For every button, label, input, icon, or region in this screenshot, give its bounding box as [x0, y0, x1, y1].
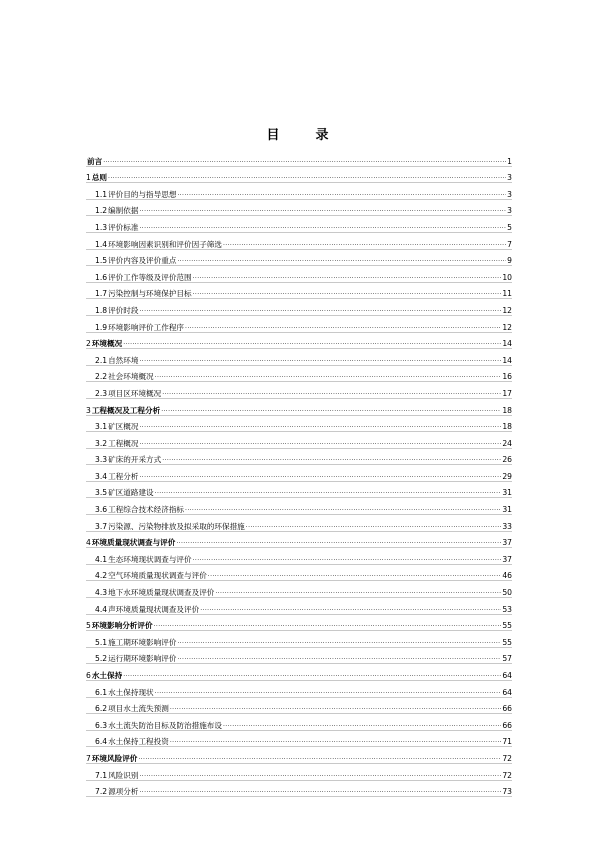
table-of-contents	[86, 150, 512, 797]
toc-page-number: 14	[502, 355, 512, 365]
toc-dot-leader	[103, 156, 506, 165]
toc-entry-number: 6.1	[95, 687, 108, 697]
toc-entry-number: 4.3	[95, 588, 108, 598]
toc-entry-title: 评价内容及评价重点	[108, 256, 177, 266]
toc-entry-number: 3.1	[95, 422, 108, 432]
toc-dot-leader	[185, 504, 501, 513]
toc-page-number: 55	[502, 621, 512, 631]
toc-entry-number: 2.2	[95, 372, 108, 382]
toc-subsection-entry[interactable]	[86, 449, 512, 466]
toc-page-number: 3	[507, 206, 512, 216]
toc-entry-title: 水土流失防治目标及防治措施布设	[108, 720, 222, 730]
toc-entry-number: 1.2	[95, 206, 108, 216]
toc-entry-number: 2.3	[95, 388, 108, 398]
toc-chapter-entry[interactable]	[86, 747, 512, 764]
toc-dot-leader	[223, 720, 501, 729]
toc-subsection-entry[interactable]	[86, 714, 512, 731]
toc-page-number: 72	[502, 753, 512, 763]
toc-entry-number: 3.2	[95, 438, 108, 448]
toc-dot-leader	[200, 604, 501, 613]
toc-page-number: 64	[502, 671, 512, 680]
toc-entry-title: 空气环境质量现状调查与评价	[108, 571, 207, 581]
toc-chapter-entry[interactable]	[86, 615, 512, 632]
toc-entry-title: 环境影响评价工作程序	[108, 322, 185, 332]
toc-entry-title: 环境影响分析评价	[91, 621, 153, 631]
toc-page-number: 10	[502, 272, 512, 282]
toc-entry-title: 环境概况	[91, 339, 123, 349]
toc-entry-number: 2	[86, 339, 91, 349]
toc-subsection-entry[interactable]	[86, 250, 512, 267]
toc-entry-number: 1.6	[95, 272, 108, 282]
toc-entry-number: 3.5	[95, 488, 108, 498]
toc-entry-title: 总则	[91, 173, 108, 183]
toc-entry-title: 社会环境概况	[108, 372, 154, 382]
toc-entry-number: 4.4	[95, 604, 108, 614]
toc-page-number: 18	[502, 405, 512, 415]
toc-dot-leader	[193, 272, 502, 281]
toc-entry-title: 污染源、污染物排放及拟采取的环保措施	[108, 521, 245, 531]
toc-dot-leader	[177, 255, 506, 264]
toc-subsection-entry[interactable]	[86, 681, 512, 698]
toc-dot-leader	[123, 670, 501, 679]
toc-entry-title: 生态环境现状调查与评价	[108, 554, 192, 564]
toc-entry-number: 1	[86, 173, 91, 183]
toc-subsection-entry[interactable]	[86, 299, 512, 316]
toc-dot-leader	[161, 405, 501, 414]
toc-entry-title: 评价标准	[108, 222, 139, 232]
toc-entry-number: 1.3	[95, 222, 108, 232]
toc-dot-leader	[155, 487, 502, 496]
toc-dot-leader	[139, 305, 501, 314]
toc-entry-title: 工程概况及工程分析	[91, 405, 161, 415]
toc-entry-number: 5.2	[95, 654, 108, 664]
toc-page-number: 5	[507, 222, 512, 232]
toc-entry-number: 7.2	[95, 787, 108, 797]
toc-page-number: 3	[507, 173, 512, 183]
toc-entry-title: 项目水土流失预测	[108, 704, 169, 714]
toc-subsection-entry[interactable]	[86, 581, 512, 598]
toc-page-number: 11	[502, 289, 512, 299]
toc-page-number: 14	[502, 339, 512, 349]
toc-page-number: 55	[502, 637, 512, 647]
toc-subsection-entry[interactable]	[86, 498, 512, 515]
toc-subsection-entry[interactable]	[86, 565, 512, 582]
toc-subsection-entry[interactable]	[86, 200, 512, 217]
toc-page-number: 71	[502, 737, 512, 747]
toc-entry-number: 3.3	[95, 455, 108, 465]
page-title	[0, 124, 595, 143]
toc-dot-leader	[139, 438, 501, 447]
toc-page-number: 31	[502, 505, 512, 515]
toc-subsection-entry[interactable]	[86, 781, 512, 798]
toc-dot-leader	[162, 454, 501, 463]
toc-subsection-entry[interactable]	[86, 416, 512, 433]
toc-page-number: 57	[502, 654, 512, 664]
toc-entry-number: 4.1	[95, 554, 108, 564]
toc-page-number: 73	[502, 787, 512, 797]
toc-page-number: 64	[502, 687, 512, 697]
toc-subsection-entry[interactable]	[86, 432, 512, 449]
toc-page-number: 17	[502, 388, 512, 398]
toc-entry-number: 1.7	[95, 289, 108, 299]
toc-dot-leader	[139, 355, 501, 364]
toc-page-number: 66	[502, 720, 512, 730]
toc-dot-leader	[138, 753, 501, 762]
toc-dot-leader	[170, 736, 502, 745]
toc-entry-number: 1.8	[95, 305, 108, 315]
toc-entry-title: 前言	[87, 156, 103, 166]
toc-entry-number: 3.7	[95, 521, 108, 531]
toc-entry-number: 6.3	[95, 720, 108, 730]
toc-dot-leader	[139, 222, 506, 231]
toc-entry-title: 评价目的与指导思想	[108, 189, 177, 199]
toc-entry-title: 运行期环境影响评价	[108, 654, 177, 664]
toc-dot-leader	[139, 421, 501, 430]
toc-page-number: 1	[507, 156, 512, 166]
toc-entry-title: 工程综合技术经济指标	[108, 505, 185, 515]
toc-entry-title: 环境风险评价	[91, 753, 138, 763]
toc-entry-number: 3.6	[95, 505, 108, 515]
toc-page-number: 16	[502, 372, 512, 382]
toc-entry-title: 矿区道路建设	[108, 488, 154, 498]
toc-entry-title: 环境影响因素识别和评价因子筛选	[108, 239, 222, 249]
toc-subsection-entry[interactable]	[86, 631, 512, 648]
toc-subsection-entry[interactable]	[86, 548, 512, 565]
toc-entry-number: 6.4	[95, 737, 108, 747]
toc-entry-number: 1.4	[95, 239, 108, 249]
toc-entry-title: 工程概况	[108, 438, 139, 448]
toc-page-number: 18	[502, 422, 512, 432]
toc-subsection-entry[interactable]	[86, 183, 512, 200]
toc-entry-title: 声环境质量现状调查及评价	[108, 604, 200, 614]
toc-dot-leader	[208, 570, 502, 579]
toc-chapter-entry[interactable]	[86, 532, 512, 549]
toc-page-number: 9	[507, 256, 512, 266]
toc-subsection-entry[interactable]	[86, 515, 512, 532]
toc-chapter-entry[interactable]	[86, 399, 512, 416]
toc-subsection-entry[interactable]	[86, 482, 512, 499]
toc-entry-number: 6.2	[95, 704, 108, 714]
toc-dot-leader	[162, 388, 501, 397]
toc-subsection-entry[interactable]	[86, 465, 512, 482]
toc-entry-title: 评价工作等级及评价范围	[108, 272, 192, 282]
toc-subsection-entry[interactable]	[86, 316, 512, 333]
toc-page-number: 31	[502, 488, 512, 498]
toc-entry-number: 4	[86, 538, 91, 548]
toc-dot-leader	[170, 703, 502, 712]
toc-dot-leader	[139, 471, 501, 480]
toc-dot-leader	[139, 786, 501, 795]
toc-subsection-entry[interactable]	[86, 266, 512, 283]
toc-entry-number: 7.1	[95, 770, 108, 780]
toc-page-number: 33	[502, 521, 512, 531]
toc-subsection-entry[interactable]	[86, 731, 512, 748]
title-char-left: 目	[266, 128, 280, 143]
toc-dot-leader	[177, 653, 501, 662]
toc-page-number: 50	[502, 588, 512, 598]
toc-entry-title: 工程分析	[108, 471, 139, 481]
toc-dot-leader	[154, 620, 502, 629]
toc-subsection-entry[interactable]	[86, 598, 512, 615]
toc-entry-title: 编制依据	[108, 206, 139, 216]
toc-entry-title: 水土保持	[91, 671, 123, 680]
toc-page-number: 72	[502, 770, 512, 780]
toc-entry-title: 施工期环境影响评价	[108, 637, 177, 647]
toc-page-number: 26	[502, 455, 512, 465]
toc-entry-number: 1.5	[95, 256, 108, 266]
toc-page-number: 66	[502, 704, 512, 714]
toc-dot-leader	[123, 338, 501, 347]
toc-entry-title: 自然环境	[108, 355, 139, 365]
toc-entry-title: 矿区概况	[108, 422, 139, 432]
toc-entry-number: 5.1	[95, 637, 108, 647]
toc-chapter-entry[interactable]	[86, 664, 512, 681]
title-char-right: 录	[315, 128, 329, 143]
toc-entry-title: 源项分析	[108, 787, 139, 797]
toc-subsection-entry[interactable]	[86, 216, 512, 233]
toc-subsection-entry[interactable]	[86, 764, 512, 781]
toc-page-number: 37	[502, 538, 512, 548]
toc-dot-leader	[155, 371, 502, 380]
toc-entry-title: 水土保持现状	[108, 687, 154, 697]
toc-dot-leader	[139, 205, 506, 214]
toc-subsection-entry[interactable]	[86, 349, 512, 366]
toc-page-number: 3	[507, 189, 512, 199]
toc-entry-number: 4.2	[95, 571, 108, 581]
toc-entry-number: 3.4	[95, 471, 108, 481]
toc-entry-number: 1.1	[95, 189, 108, 199]
toc-entry-number: 6	[86, 671, 91, 680]
toc-page-number: 29	[502, 471, 512, 481]
toc-chapter-entry[interactable]	[86, 333, 512, 350]
toc-page-number: 7	[507, 239, 512, 249]
toc-dot-leader	[177, 637, 501, 646]
toc-entry-number: 5	[86, 621, 91, 631]
toc-dot-leader	[223, 239, 506, 248]
toc-dot-leader	[193, 554, 502, 563]
toc-dot-leader	[176, 537, 501, 546]
toc-dot-leader	[246, 521, 502, 530]
toc-dot-leader	[139, 770, 501, 779]
toc-entry-title: 水土保持工程投资	[108, 737, 169, 747]
toc-entry-number: 3	[86, 405, 91, 415]
toc-dot-leader	[108, 172, 506, 181]
toc-entry-title: 项目区环境概况	[108, 388, 162, 398]
toc-subsection-entry[interactable]	[86, 233, 512, 250]
toc-dot-leader	[155, 687, 502, 696]
toc-dot-leader	[215, 587, 501, 596]
toc-dot-leader	[185, 322, 501, 331]
toc-entry-title: 评价时段	[108, 305, 139, 315]
toc-subsection-entry[interactable]	[86, 648, 512, 665]
toc-page-number: 12	[502, 305, 512, 315]
toc-subsection-entry[interactable]	[86, 382, 512, 399]
toc-entry-number: 7	[86, 753, 91, 763]
toc-page-number: 46	[502, 571, 512, 581]
toc-subsection-entry[interactable]	[86, 366, 512, 383]
toc-page-number: 24	[502, 438, 512, 448]
toc-entry-title: 地下水环境质量现状调查及评价	[108, 588, 215, 598]
toc-dot-leader	[193, 288, 502, 297]
toc-entry-title: 矿床的开采方式	[108, 455, 162, 465]
toc-entry-title: 污染控制与环境保护目标	[108, 289, 192, 299]
toc-subsection-entry[interactable]	[86, 698, 512, 715]
toc-page-number: 37	[502, 554, 512, 564]
toc-entry-number: 2.1	[95, 355, 108, 365]
toc-entry-title: 环境质量现状调查与评价	[91, 538, 176, 548]
toc-page-number: 53	[502, 604, 512, 614]
toc-subsection-entry[interactable]	[86, 283, 512, 300]
toc-chapter-entry[interactable]	[86, 167, 512, 184]
toc-page-number: 12	[502, 322, 512, 332]
toc-entry-title: 风险识别	[108, 770, 139, 780]
toc-chapter-entry[interactable]	[86, 150, 512, 167]
toc-entry-number: 1.9	[95, 322, 108, 332]
toc-dot-leader	[177, 189, 506, 198]
